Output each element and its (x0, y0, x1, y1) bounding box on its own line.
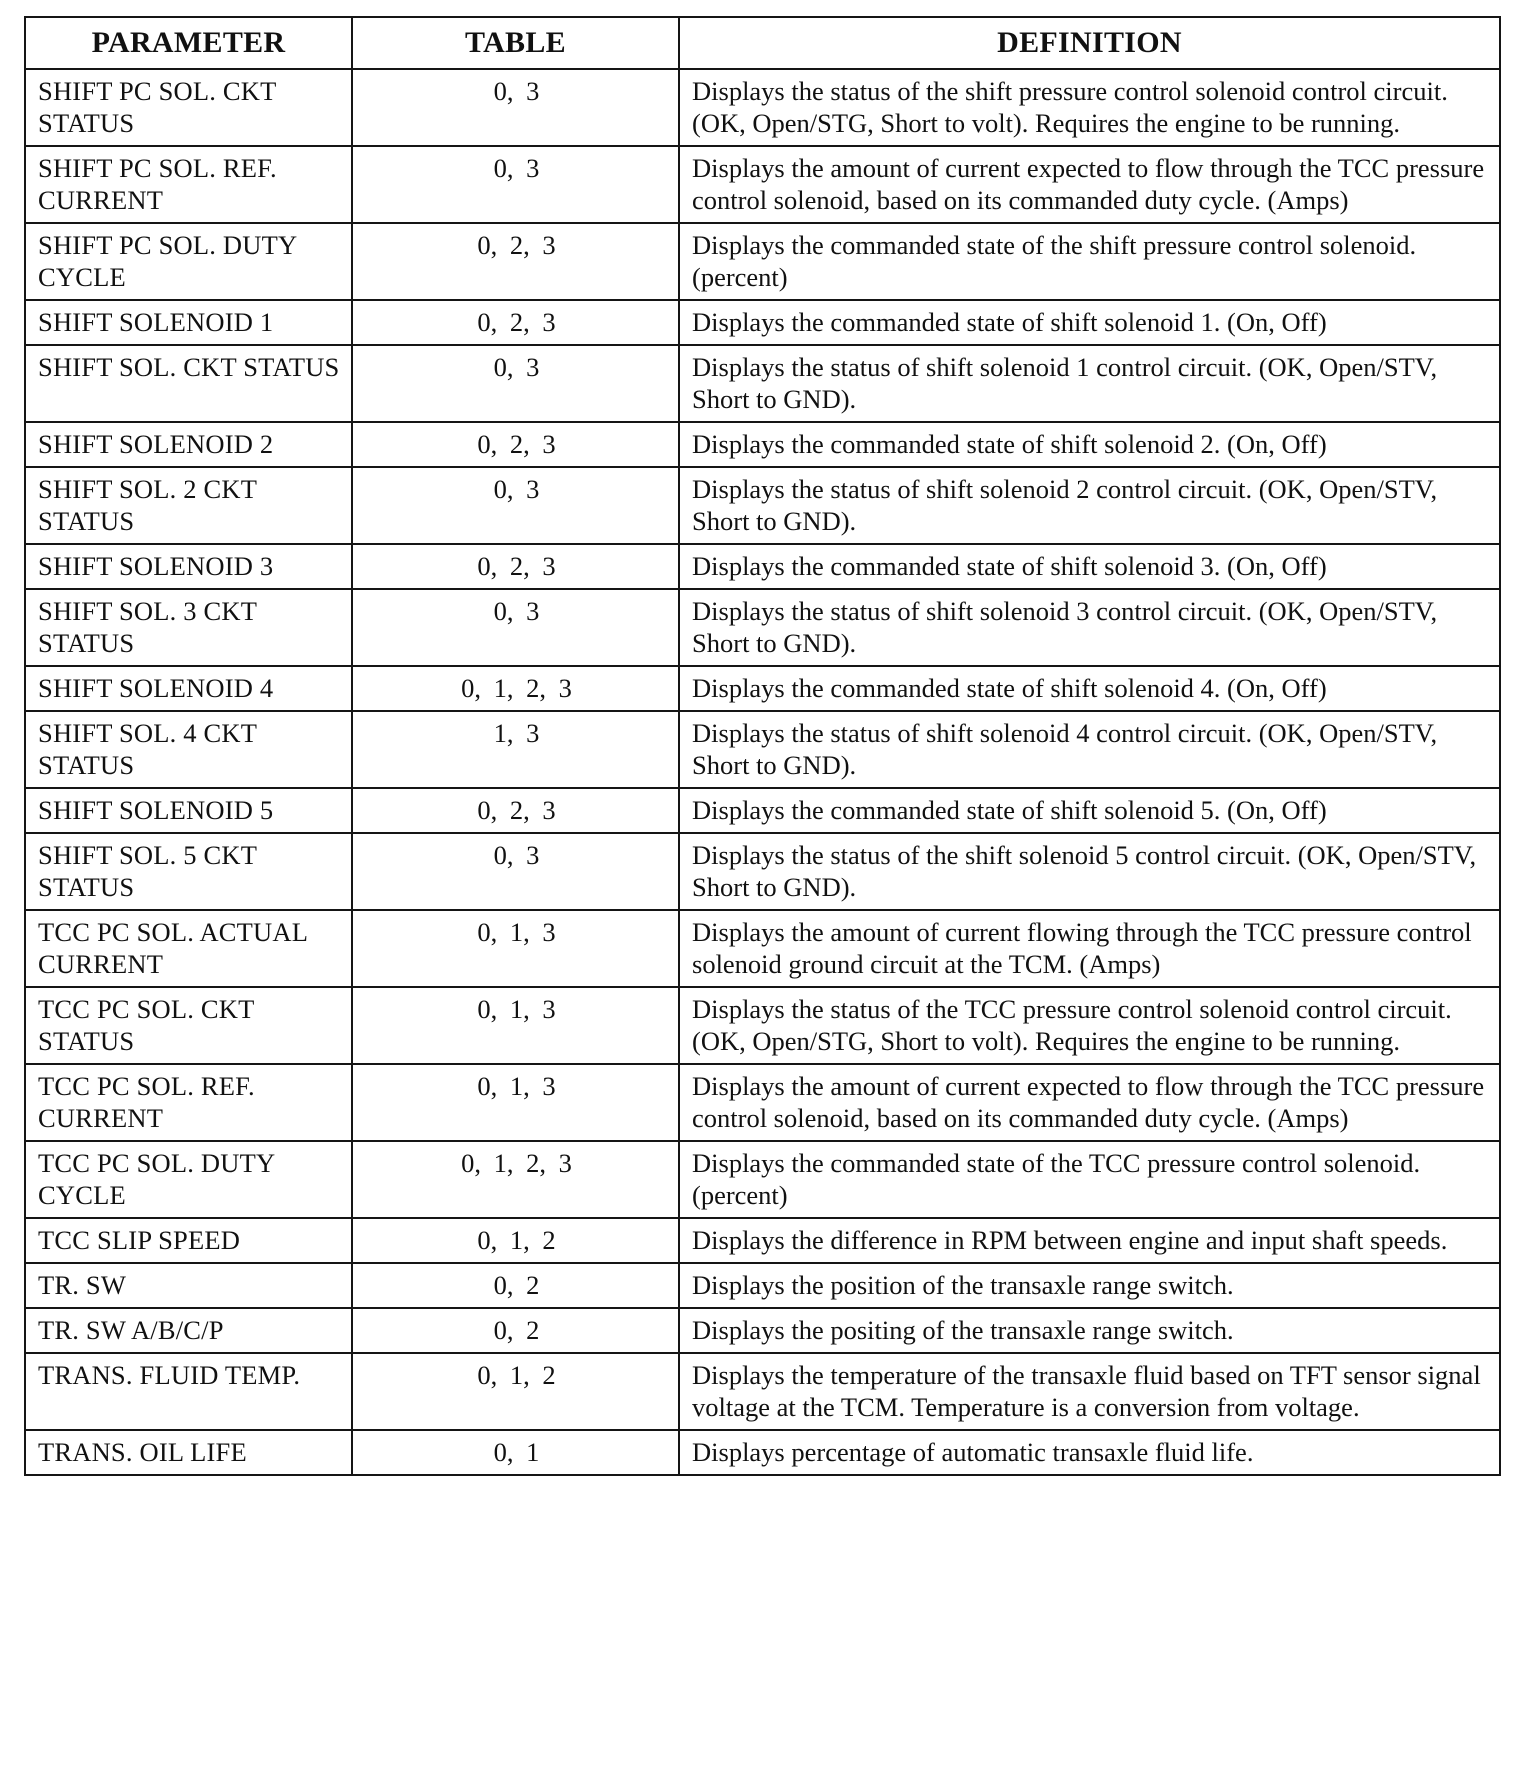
definition-cell: Displays the position of the transaxle range switch. (679, 1263, 1500, 1308)
definition-cell: Displays the amount of current expected to flow through the TCC pressure control solenoid, based on its commanded duty cycle. (Amps) (679, 1064, 1500, 1141)
table-cell: 0, 1, 3 (352, 910, 679, 987)
table-cell: 0, 2 (352, 1263, 679, 1308)
table-cell: 0, 1, 3 (352, 1064, 679, 1141)
parameter-cell: TRANS. FLUID TEMP. (25, 1353, 352, 1430)
definition-cell: Displays the status of shift solenoid 4 control circuit. (OK, Open/STV, Short to GND). (679, 711, 1500, 788)
definition-cell: Displays the status of shift solenoid 1 control circuit. (OK, Open/STV, Short to GND). (679, 345, 1500, 422)
table-row (25, 223, 1500, 300)
table-cell: 0, 3 (352, 833, 679, 910)
table-row (25, 1064, 1500, 1141)
table-cell: 1, 3 (352, 711, 679, 788)
table-row (25, 711, 1500, 788)
table-row (25, 422, 1500, 467)
table-cell: 0, 1, 2, 3 (352, 1141, 679, 1218)
parameter-cell: SHIFT SOLENOID 2 (25, 422, 352, 467)
definition-cell: Displays the status of shift solenoid 2 control circuit. (OK, Open/STV, Short to GND). (679, 467, 1500, 544)
definition-cell: Displays the status of shift solenoid 3 control circuit. (OK, Open/STV, Short to GND). (679, 589, 1500, 666)
definition-cell: Displays the difference in RPM between engine and input shaft speeds. (679, 1218, 1500, 1263)
definition-cell: Displays the commanded state of the TCC pressure control solenoid. (percent) (679, 1141, 1500, 1218)
table-cell: 0, 1, 2 (352, 1353, 679, 1430)
table-cell: 0, 1, 2, 3 (352, 666, 679, 711)
table-row (25, 833, 1500, 910)
parameter-cell: TR. SW A/B/C/P (25, 1308, 352, 1353)
table-row (25, 300, 1500, 345)
parameter-cell: SHIFT PC SOL. CKT STATUS (25, 69, 352, 146)
table-row (25, 1218, 1500, 1263)
table-cell: 0, 3 (352, 589, 679, 666)
definition-cell: Displays the amount of current flowing through the TCC pressure control solenoid ground circuit at the TCM. (Amps) (679, 910, 1500, 987)
header-table: TABLE (352, 17, 679, 69)
parameter-cell: TCC PC SOL. CKT STATUS (25, 987, 352, 1064)
table-cell: 0, 2 (352, 1308, 679, 1353)
table-cell: 0, 1 (352, 1430, 679, 1475)
table-cell: 0, 2, 3 (352, 223, 679, 300)
table-row (25, 544, 1500, 589)
parameter-cell: TCC PC SOL. ACTUAL CURRENT (25, 910, 352, 987)
table-cell: 0, 2, 3 (352, 544, 679, 589)
definition-cell: Displays percentage of automatic transaxle fluid life. (679, 1430, 1500, 1475)
parameter-cell: TCC PC SOL. REF. CURRENT (25, 1064, 352, 1141)
definition-cell: Displays the commanded state of the shift pressure control solenoid. (percent) (679, 223, 1500, 300)
table-row (25, 1353, 1500, 1430)
table-cell: 0, 3 (352, 467, 679, 544)
table-cell: 0, 1, 2 (352, 1218, 679, 1263)
definition-cell: Displays the status of the shift solenoid 5 control circuit. (OK, Open/STV, Short to GND). (679, 833, 1500, 910)
parameter-cell: SHIFT SOL. 3 CKT STATUS (25, 589, 352, 666)
table-row (25, 1263, 1500, 1308)
table-cell: 0, 3 (352, 345, 679, 422)
table-row (25, 345, 1500, 422)
parameter-cell: SHIFT PC SOL. REF. CURRENT (25, 146, 352, 223)
header-definition: DEFINITION (679, 17, 1500, 69)
table-row (25, 1308, 1500, 1353)
definition-cell: Displays the commanded state of shift solenoid 3. (On, Off) (679, 544, 1500, 589)
parameter-cell: SHIFT SOL. 4 CKT STATUS (25, 711, 352, 788)
table-row (25, 666, 1500, 711)
table-row (25, 1141, 1500, 1218)
header-parameter: PARAMETER (25, 17, 352, 69)
table-cell: 0, 1, 3 (352, 987, 679, 1064)
table-body (25, 69, 1500, 1475)
definition-cell: Displays the commanded state of shift solenoid 1. (On, Off) (679, 300, 1500, 345)
parameter-cell: SHIFT PC SOL. DUTY CYCLE (25, 223, 352, 300)
definition-cell: Displays the commanded state of shift solenoid 5. (On, Off) (679, 788, 1500, 833)
table-row (25, 1430, 1500, 1475)
parameter-cell: SHIFT SOLENOID 4 (25, 666, 352, 711)
definition-cell: Displays the commanded state of shift solenoid 4. (On, Off) (679, 666, 1500, 711)
parameter-cell: SHIFT SOL. 5 CKT STATUS (25, 833, 352, 910)
definition-cell: Displays the positing of the transaxle range switch. (679, 1308, 1500, 1353)
parameter-cell: SHIFT SOL. CKT STATUS (25, 345, 352, 422)
definition-cell: Displays the temperature of the transaxle fluid based on TFT sensor signal voltage at the TCM. Temperature is a conversion from voltage. (679, 1353, 1500, 1430)
table-row (25, 987, 1500, 1064)
definition-cell: Displays the status of the shift pressure control solenoid control circuit. (OK, Open/STG, Short to volt). Requires the engine to be running. (679, 69, 1500, 146)
parameter-cell: TCC PC SOL. DUTY CYCLE (25, 1141, 352, 1218)
table-row (25, 910, 1500, 987)
table-row (25, 788, 1500, 833)
table-cell: 0, 3 (352, 146, 679, 223)
parameter-cell: TR. SW (25, 1263, 352, 1308)
definition-cell: Displays the commanded state of shift solenoid 2. (On, Off) (679, 422, 1500, 467)
definition-cell: Displays the amount of current expected to flow through the TCC pressure control solenoid, based on its commanded duty cycle. (Amps) (679, 146, 1500, 223)
table-cell: 0, 3 (352, 69, 679, 146)
parameter-cell: SHIFT SOLENOID 5 (25, 788, 352, 833)
parameter-table (24, 16, 1501, 1476)
parameter-cell: SHIFT SOLENOID 3 (25, 544, 352, 589)
table-cell: 0, 2, 3 (352, 422, 679, 467)
document-page (24, 16, 1499, 1476)
parameter-cell: SHIFT SOL. 2 CKT STATUS (25, 467, 352, 544)
table-row (25, 146, 1500, 223)
parameter-cell: TCC SLIP SPEED (25, 1218, 352, 1263)
table-row (25, 69, 1500, 146)
table-row (25, 589, 1500, 666)
definition-cell: Displays the status of the TCC pressure control solenoid control circuit. (OK, Open/STG, Short to volt). Requires the engine to be running. (679, 987, 1500, 1064)
parameter-cell: TRANS. OIL LIFE (25, 1430, 352, 1475)
table-row (25, 467, 1500, 544)
table-cell: 0, 2, 3 (352, 788, 679, 833)
header-row (25, 17, 1500, 69)
parameter-cell: SHIFT SOLENOID 1 (25, 300, 352, 345)
table-cell: 0, 2, 3 (352, 300, 679, 345)
